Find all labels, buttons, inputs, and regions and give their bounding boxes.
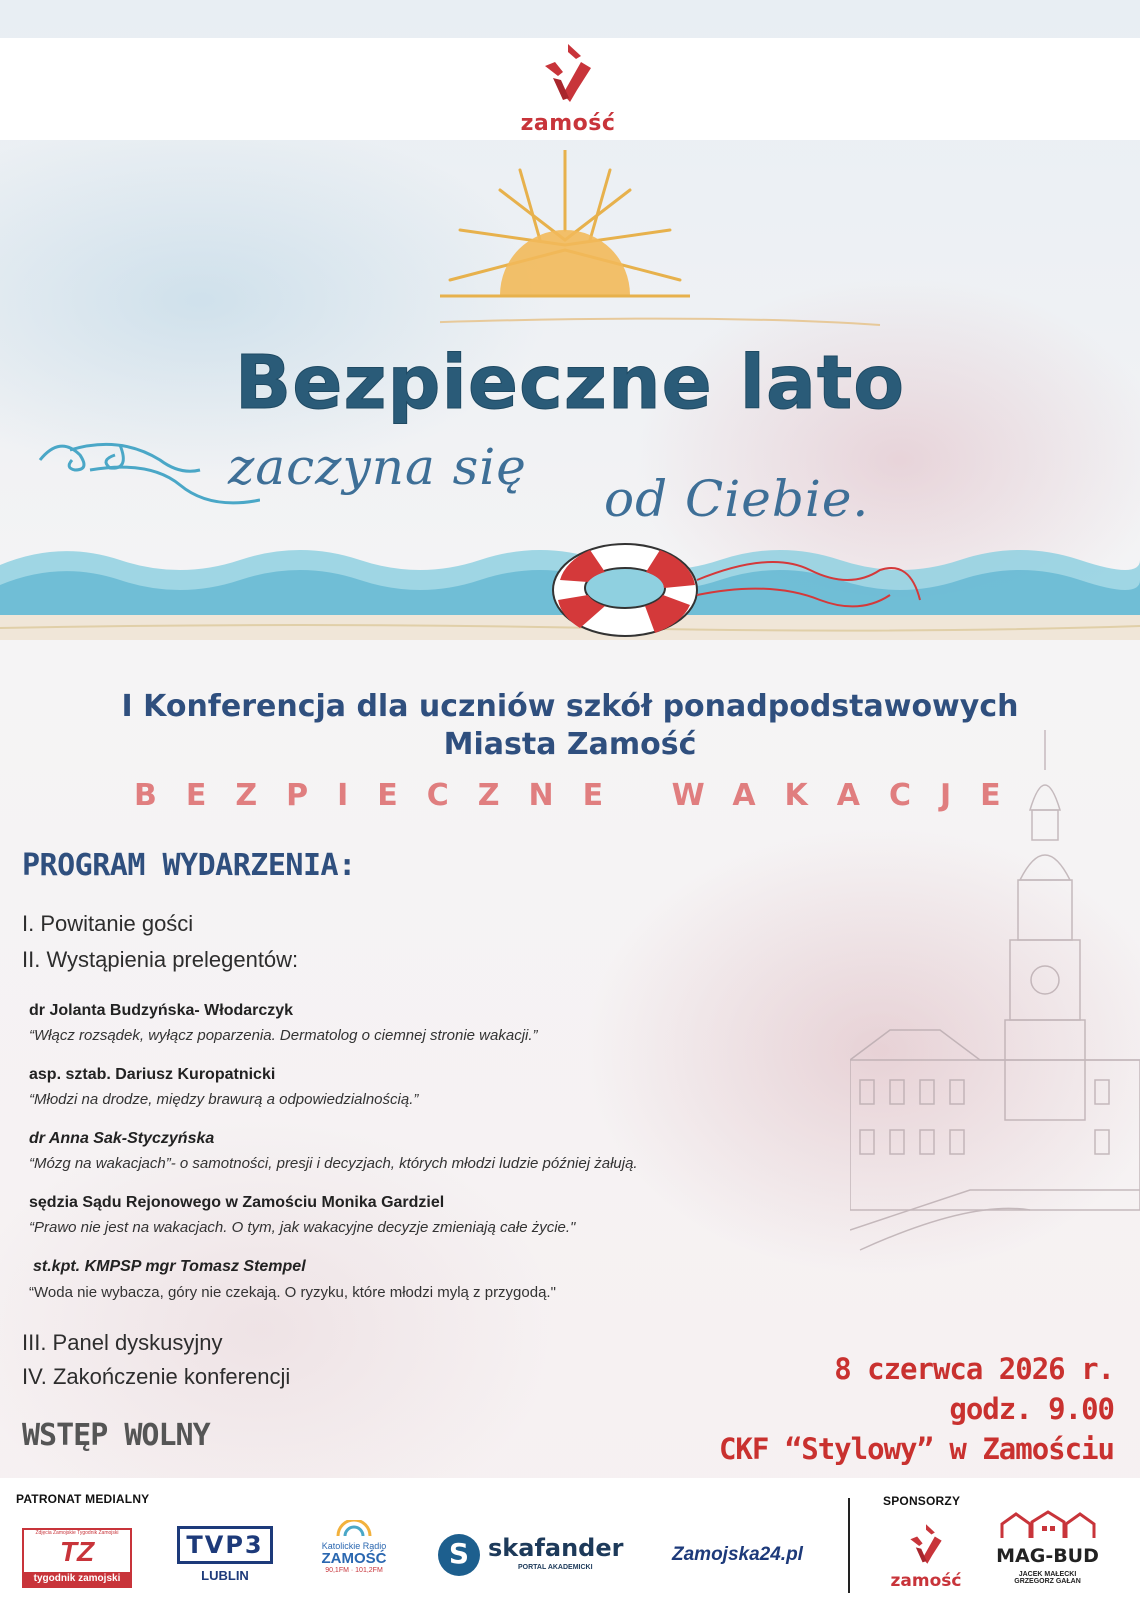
tvp3-mark: TVP3 [177,1526,273,1564]
zamosc-logo-icon [543,42,593,104]
town-hall-drawing [850,730,1140,1330]
speaker-talk: “Woda nie wybacza, góry nie czekają. O ryzyku, które młodzi mylą z przygodą." [29,1284,556,1301]
poster-title: Bezpieczne lato [234,340,906,426]
zamosc-logo-icon [909,1522,943,1566]
swirl-icon [30,430,260,520]
program-item: IV. Zakończenie konferencji [22,1364,291,1389]
speaker-name: st.kpt. KMPSP mgr Tomasz Stempel [33,1258,306,1275]
speaker-talk: “Prawo nie jest na wakacjach. O tym, jak wakacyjne decyzje zmieniają całe życie." [29,1219,576,1236]
sponsor-zamosc-logo [886,1522,966,1591]
radio-waves-icon [334,1520,374,1536]
sponsor-zamosc-text: zamość [890,1571,962,1591]
conference-subtitle: BEZPIECZNE WAKACJE [134,778,1030,813]
zamojska24-logo: Zamojska24.pl [672,1544,803,1565]
radio-zamosc-logo [314,1520,394,1574]
speaker-talk: “Młodzi na drodze, między brawurą a odpowiedzialnością.” [29,1091,419,1108]
tvp3-region: LUBLIN [201,1568,249,1583]
sponsors-label: SPONSORZY [883,1494,961,1508]
admission-free: WSTĘP WOLNY [22,1418,210,1453]
tz-mark: TZ [59,1536,95,1567]
program-heading: PROGRAM WYDARZENIA: [22,848,356,883]
magbud-owner2: GRZEGORZ GAŁAN [1014,1578,1081,1585]
speaker-name: asp. sztab. Dariusz Kuropatnicki [29,1066,276,1083]
program-item: II. Wystąpienia prelegentów: [22,947,299,972]
conference-title-line2: Miasta Zamość [443,727,697,762]
event-time: godz. 9.00 [949,1392,1114,1426]
tvp3-logo [177,1526,273,1583]
sponsors-footer [0,1478,1140,1613]
skafander-sub: PORTAL AKADEMICKI [518,1564,593,1571]
sun-icon [440,150,900,340]
program-item: I. Powitanie gości [22,911,194,936]
radio-name: ZAMOŚĆ [321,1550,387,1567]
speaker-talk: “Włącz rozsądek, wyłącz poparzenia. Dermatolog o ciemnej stronie wakacji.” [29,1027,538,1044]
skafander-s-icon: S [438,1534,480,1576]
magbud-owner1: JACEK MAŁECKI [1018,1571,1077,1578]
lifebuoy-icon [550,540,950,650]
program-item: III. Panel dyskusyjny [22,1330,223,1355]
radio-freq: 90,1FM · 101,2FM [325,1567,383,1574]
magbud-name: MAG-BUD [996,1545,1099,1567]
speaker-name: dr Jolanta Budzyńska- Włodarczyk [29,1002,294,1019]
city-logo-text: zamość [520,111,616,136]
city-logo [508,42,628,136]
title-script-line1: zaczyna się [228,438,527,496]
tz-name: tygodnik zamojski [24,1572,130,1586]
tz-tagline: Zdjęcia Zamojskie Tygodnik Zamojski [35,1530,119,1536]
speaker-talk: “Mózg na wakacjach”- o samotności, presji i decyzjach, których młodzi ludzie później żałują. [29,1155,638,1172]
skafander-name: skafander [488,1534,624,1562]
footer-divider [848,1498,850,1593]
event-date: 8 czerwca 2026 r. [834,1352,1114,1386]
tygodnik-zamojski-logo [22,1528,132,1588]
title-script-line2: od Ciebie. [604,470,870,528]
event-place: CKF “Stylowy” w Zamościu [718,1432,1114,1466]
houses-icon [1000,1510,1096,1540]
conference-title-line1: I Konferencja dla uczniów szkół ponadpodstawowych [121,689,1019,724]
radio-top: Katolickie Radio [321,1541,387,1551]
speaker-name: sędzia Sądu Rejonowego w Zamościu Monika Gardziel [29,1194,445,1211]
magbud-logo [990,1510,1105,1585]
skafander-logo [438,1532,628,1578]
media-patronage-label: PATRONAT MEDIALNY [16,1492,150,1506]
speaker-name: dr Anna Sak-Styczyńska [29,1130,215,1147]
